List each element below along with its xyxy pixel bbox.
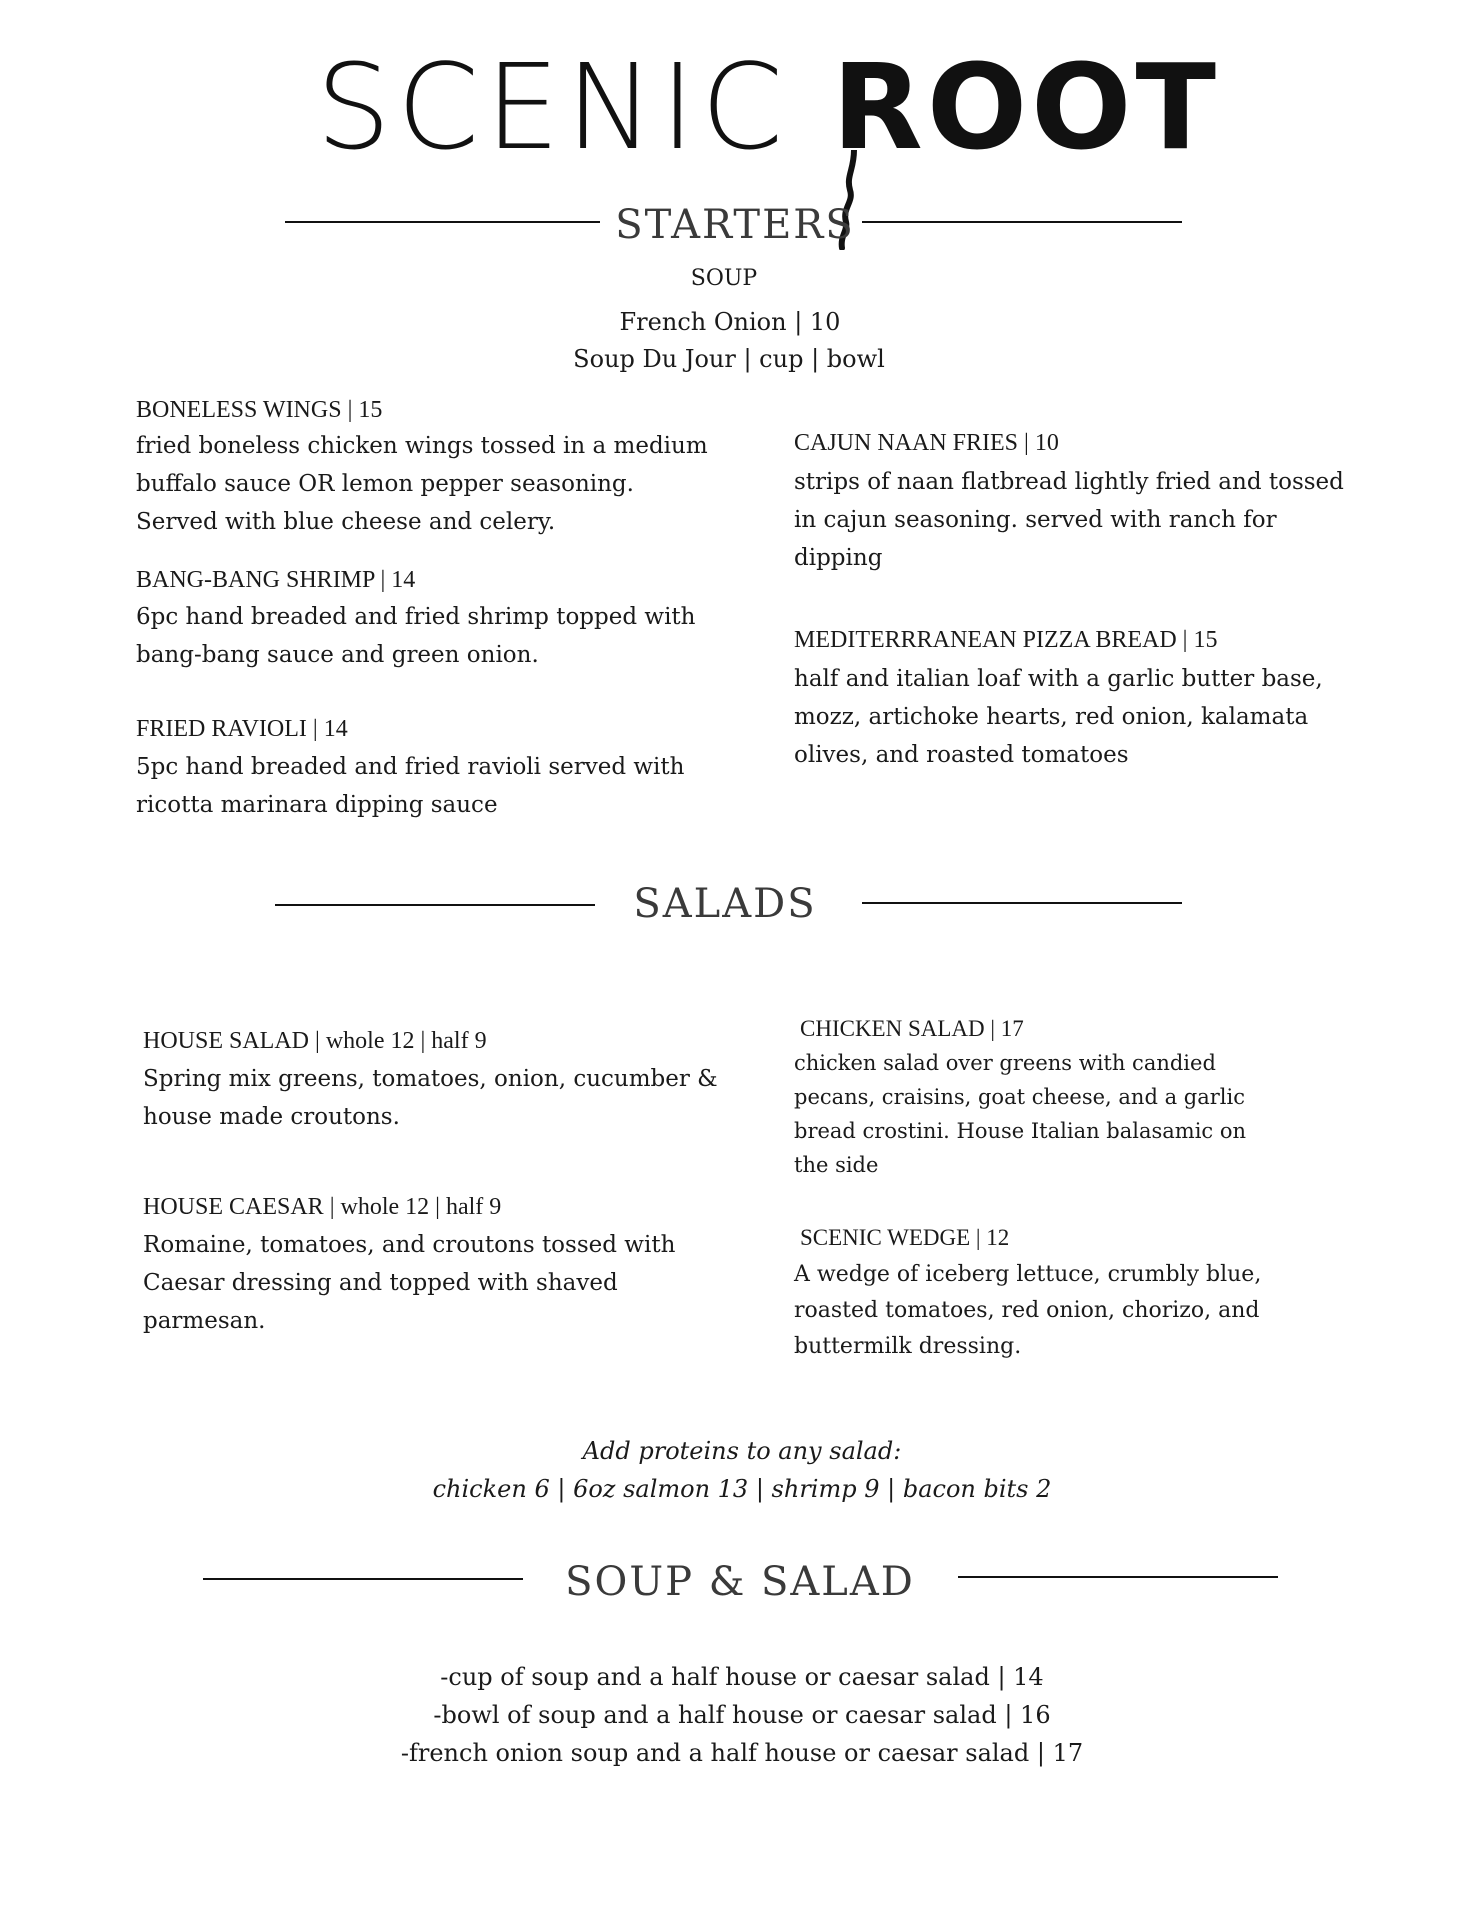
item-name-scenic-wedge: SCENIC WEDGE | 12 [800,1225,1010,1250]
desc-line: the side [794,1153,879,1177]
item-name-fried-ravioli: FRIED RAVIOLI | 14 [136,716,348,742]
desc-line: Caesar dressing and topped with shaved [143,1270,618,1296]
soup-line-du-jour: Soup Du Jour | cup | bowl [573,345,885,373]
desc-line: bang-bang sauce and green onion. [136,642,539,668]
salads-rule-left [275,904,595,906]
starters-rule-right [862,221,1182,223]
item-desc-boneless-wings [136,427,708,541]
desc-line: ricotta marinara dipping sauce [136,792,498,818]
item-name-boneless-wings: BONELESS WINGS | 15 [136,397,383,423]
starters-title: STARTERS [615,202,855,248]
desc-line: buttermilk dressing. [794,1334,1022,1359]
item-desc-house-caesar [143,1226,675,1340]
desc-line: strips of naan flatbread lightly fried and tossed [794,469,1344,495]
desc-line: mozz, artichoke hearts, red onion, kalamata [794,704,1309,730]
item-desc-bang-bang-shrimp [136,598,696,674]
desc-line: dipping [794,545,883,571]
desc-line: roasted tomatoes, red onion, chorizo, and [794,1298,1260,1323]
soup-salad-line-bowl: -bowl of soup and a half house or caesar salad | 16 [433,1701,1051,1729]
item-name-house-caesar: HOUSE CAESAR | whole 12 | half 9 [143,1194,502,1220]
soup-salad-title: SOUP & SALAD [565,1559,915,1605]
soup-salad-line-french-onion: -french onion soup and a half house or caesar salad | 17 [400,1739,1084,1767]
desc-line: olives, and roasted tomatoes [794,742,1129,768]
soup-salad-line-cup: -cup of soup and a half house or caesar salad | 14 [440,1663,1044,1691]
soup-salad-rule-right [958,1576,1278,1578]
desc-line: Served with blue cheese and celery. [136,509,556,535]
soup-line-french-onion: French Onion | 10 [619,308,841,336]
item-desc-mediterranean-pizza-bread [794,660,1323,774]
salads-title: SALADS [633,881,817,927]
item-desc-house-salad [143,1060,718,1136]
item-name-house-salad: HOUSE SALAD | whole 12 | half 9 [143,1028,487,1054]
item-desc-chicken-salad [794,1046,1246,1182]
desc-line: chicken salad over greens with candied [794,1051,1216,1075]
soup-salad-rule-left [203,1578,523,1580]
desc-line: Romaine, tomatoes, and croutons tossed with [143,1232,676,1258]
desc-line: half and italian loaf with a garlic butter base, [794,666,1323,692]
item-desc-fried-ravioli [136,748,684,824]
desc-line: fried boneless chicken wings tossed in a medium [136,433,708,459]
desc-line: in cajun seasoning. served with ranch for [794,507,1277,533]
desc-line: Spring mix greens, tomatoes, onion, cucumber & [143,1066,718,1092]
desc-line: parmesan. [143,1308,266,1334]
desc-line: A wedge of iceberg lettuce, crumbly blue, [794,1262,1262,1287]
desc-line: 5pc hand breaded and fried ravioli served with [136,754,685,780]
proteins-intro: Add proteins to any salad: [582,1437,902,1465]
soup-heading: SOUP [690,266,758,291]
proteins-list: chicken 6 | 6oz salmon 13 | shrimp 9 | bacon bits 2 [432,1475,1052,1503]
desc-line: 6pc hand breaded and fried shrimp topped with [136,604,696,630]
logo-text-scenic: SCENIC [316,38,790,176]
logo [310,38,1220,190]
desc-line: pecans, craisins, goat cheese, and a garlic [794,1085,1245,1109]
item-name-mediterranean-pizza-bread: MEDITERRRANEAN PIZZA BREAD | 15 [794,627,1218,653]
item-name-chicken-salad: CHICKEN SALAD | 17 [800,1016,1024,1041]
item-desc-scenic-wedge [794,1257,1261,1365]
desc-line: bread crostini. House Italian balasamic on [794,1119,1247,1143]
salads-rule-right [862,902,1182,904]
item-name-cajun-naan-fries: CAJUN NAAN FRIES | 10 [794,430,1059,456]
desc-line: buffalo sauce OR lemon pepper seasoning. [136,471,634,497]
logo-text-root: ROOT [832,38,1220,176]
starters-rule-left [285,221,600,223]
desc-line: house made croutons. [143,1104,400,1130]
item-name-bang-bang-shrimp: BANG-BANG SHRIMP | 14 [136,567,416,593]
item-desc-cajun-naan-fries [794,463,1344,577]
